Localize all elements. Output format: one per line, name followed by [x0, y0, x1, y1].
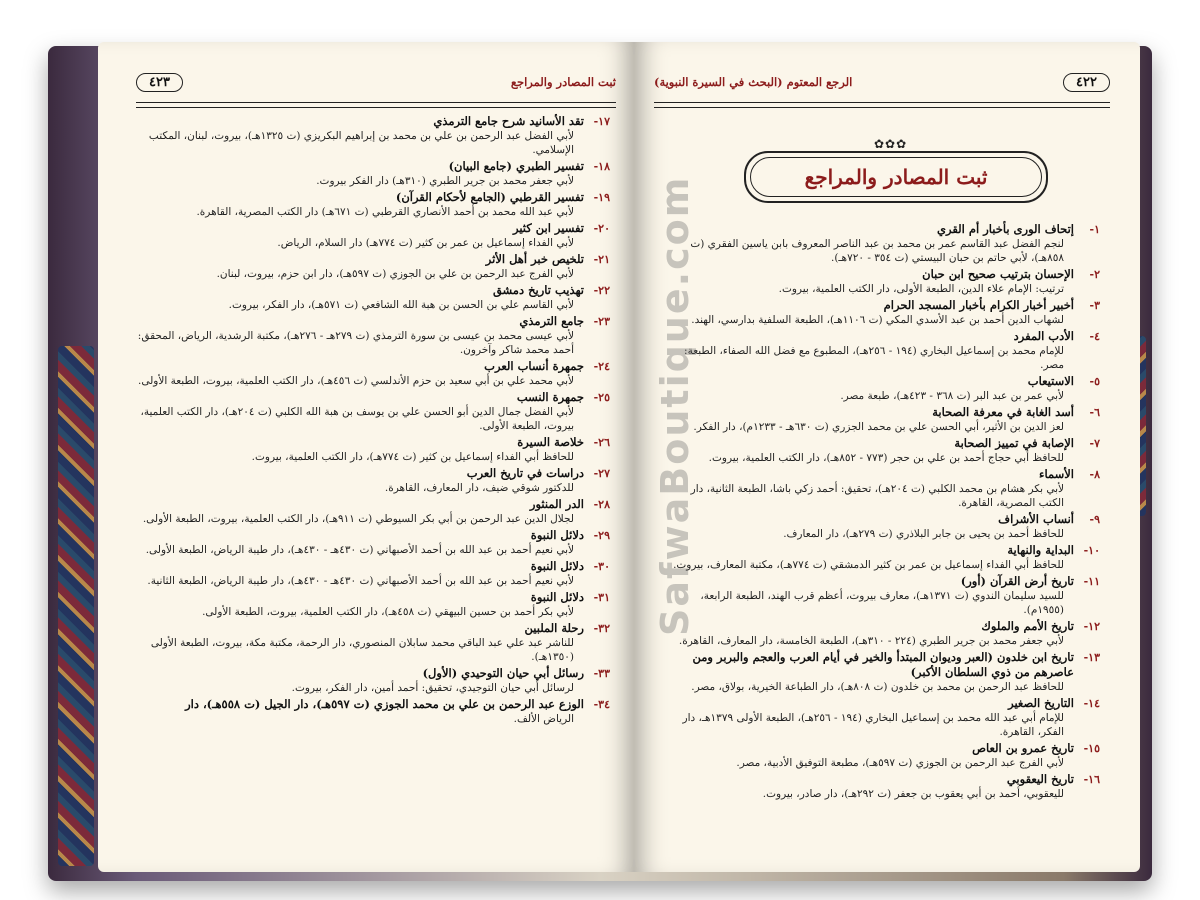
entry-title: تلخيص خبر أهل الأثر	[485, 252, 584, 266]
entry-number: ٢٦-	[593, 436, 610, 449]
entry-title: الدر المنثور	[529, 497, 584, 511]
right-header-title: الرجع المعتوم (البحث في السيرة النبوية)	[654, 75, 853, 89]
entry-number: ٢-	[1089, 268, 1100, 281]
entry-title: الاستيعاب	[1027, 374, 1074, 388]
entry-title: دلائل النبوة	[530, 528, 584, 542]
entry-number: ٣٤-	[593, 698, 610, 711]
entry-number: ١٣-	[1083, 651, 1100, 664]
right-page	[634, 42, 1140, 872]
entry-description: الرياض الألف.	[513, 713, 574, 725]
entry-title: تهذيب تاريخ دمشق	[492, 283, 584, 297]
reference-entry	[662, 574, 1100, 617]
entry-description: لأبي جعفر محمد بن جرير الطبري (٣١٠هـ) دار الفكر بيروت.	[316, 175, 574, 187]
entry-description: لأبي عيسى محمد بن عيسى بن سورة الترمذي (ت ٢٧٩هـ - ٢٧٦هـ)، مكتبة الرشدية، الرياض، المحقق: أحمد محمد شاكر وآخرون.	[137, 330, 574, 356]
reference-entry	[136, 697, 610, 726]
entry-number: ٢٧-	[593, 467, 610, 480]
right-page-number: ٤٢٢	[1063, 73, 1110, 92]
entry-body	[662, 298, 1074, 327]
reference-entry	[662, 512, 1100, 541]
entry-number: ٣٠-	[593, 560, 610, 573]
entry-number: ١-	[1089, 223, 1100, 236]
entry-description: لأبي الفداء إسماعيل بن عمر بن كثير (ت ٧٧٤هـ) دار السلام، الرياض.	[277, 237, 574, 249]
entry-title: خلاصة السيرة	[517, 435, 584, 449]
entry-description: لأبي نعيم أحمد بن عبد الله بن أحمد الأصبهاني (ت ٤٣٠هـ - ٤٣٠هـ)، دار طيبة الرياض، الطبعة الأولى.	[145, 544, 574, 556]
entry-number: ٢٨-	[593, 498, 610, 511]
reference-entry	[662, 267, 1100, 296]
entry-body	[136, 221, 584, 250]
reference-entry	[136, 621, 610, 664]
entry-body	[136, 314, 584, 357]
entry-title: تفسير ابن كثير	[512, 221, 584, 235]
entry-description: لأبي الفضل جمال الدين أبو الحسن علي بن يوسف بن هبة الله الكلبي (ت ٢٠٤هـ)، دار الكتب العلمية، بيروت، الطبعة الأولى.	[140, 406, 574, 432]
entry-number: ١١-	[1083, 575, 1100, 588]
entry-number: ٢٤-	[593, 360, 610, 373]
entry-body	[662, 267, 1074, 296]
entry-description: للحافظ عبد الرحمن بن محمد بن خلدون (ت ٨٠٨هـ)، دار الطباعة الخيرية، بولاق، مصر.	[691, 681, 1064, 693]
entry-title: الإحسان بترتيب صحيح ابن حبان	[922, 267, 1074, 281]
reference-entry	[662, 467, 1100, 510]
ornament-icon: ✿✿✿	[874, 137, 908, 151]
section-heading	[729, 137, 1059, 203]
entry-title: تاريخ الأمم والملوك	[981, 619, 1074, 633]
entry-number: ٣-	[1089, 299, 1100, 312]
cover-pattern-left	[58, 346, 94, 866]
entry-description: للإمام محمد بن إسماعيل البخاري (١٩٤ - ٢٥٦هـ)، المطبوع مع فضل الله الصفاء، الطبعة: مصر.	[684, 345, 1064, 371]
entry-number: ٣٣-	[593, 667, 610, 680]
reference-entry	[662, 543, 1100, 572]
reference-entry	[662, 436, 1100, 465]
entry-body	[662, 543, 1074, 572]
entry-title: تقد الأسانيد شرح جامع الترمذي	[433, 114, 584, 128]
entry-body	[662, 574, 1074, 617]
entry-title: إتحاف الورى بأخبار أم القري	[937, 222, 1074, 236]
entry-title: جمهرة النسب	[516, 390, 584, 404]
entry-title: الإصابة في تمييز الصحابة	[954, 436, 1074, 450]
reference-entry	[136, 252, 610, 281]
entry-number: ٢٩-	[593, 529, 610, 542]
entry-number: ٢١-	[593, 253, 610, 266]
entry-body	[136, 190, 584, 219]
reference-entry	[136, 283, 610, 312]
entry-body	[662, 741, 1074, 770]
entry-number: ٨-	[1089, 468, 1100, 481]
entry-body	[136, 666, 584, 695]
entry-title: دلائل النبوة	[530, 559, 584, 573]
entry-title: رسائل أبي حيان التوحيدي (الأول)	[422, 666, 584, 680]
entry-description: لعز الدين بن الأثير، أبي الحسن علي بن محمد الجزري (ت ٦٣٠هـ - ١٢٣٣م)، دار الفكر.	[693, 421, 1064, 433]
entry-body	[136, 390, 584, 433]
entry-title: الوزع عبد الرحمن بن علي بن محمد الجوزي (ت ٥٩٧هـ)، دار الجيل (ت ٥٥٨هـ)، دار	[185, 697, 584, 711]
reference-entry	[136, 435, 610, 464]
entry-description: لأبي عمر بن عبد البر (ت ٣٦٨ - ٤٢٣هـ)، طبعة مصر.	[840, 390, 1064, 402]
entry-body	[136, 435, 584, 464]
entry-description: لأبي محمد علي بن أبي سعيد بن حزم الأندلسي (ت ٤٥٦هـ)، دار الكتب العلمية، بيروت، الطبعة الأولى.	[137, 375, 574, 387]
reference-entry	[662, 329, 1100, 372]
entry-title: تاريخ أرض القرآن (أور)	[960, 574, 1074, 588]
entry-title: التاريخ الصغير	[1008, 696, 1074, 710]
entry-body	[662, 696, 1074, 739]
reference-entry	[662, 650, 1100, 694]
entry-description: للحافظ أحمد بن يحيى بن جابر البلاذري (ت ٢٧٩هـ)، دار المعارف.	[783, 528, 1064, 540]
entry-body	[662, 329, 1074, 372]
reference-entry	[136, 390, 610, 433]
entry-number: ١٩-	[593, 191, 610, 204]
entry-number: ٢٥-	[593, 391, 610, 404]
entry-description: لجلال الدين عبد الرحمن بن أبي بكر السيوطي (ت ٩١١هـ)، دار الكتب العلمية، بيروت، الطبعة الأولى.	[142, 513, 574, 525]
entry-body	[662, 222, 1074, 265]
reference-entry	[136, 497, 610, 526]
reference-entry	[662, 772, 1100, 801]
reference-entry	[136, 466, 610, 495]
reference-entry	[662, 619, 1100, 648]
left-entries-list	[136, 114, 610, 728]
entry-title: تاريخ اليعقوبي	[1006, 772, 1074, 786]
entry-title: أخبير أخبار الكرام بأخبار المسجد الحرام	[883, 298, 1074, 312]
section-title: ثبت المصادر والمراجع	[804, 165, 988, 189]
entry-body	[662, 772, 1074, 801]
right-page-header	[654, 64, 1110, 100]
entry-description: للحافظ أبي الفداء إسماعيل بن عمر بن كثير الدمشقي (ت ٧٧٤هـ)، مكتبة المعارف، بيروت.	[673, 559, 1064, 571]
entry-number: ١٧-	[593, 115, 610, 128]
left-page-header	[136, 64, 616, 100]
entry-body	[662, 374, 1074, 403]
entry-title: تفسير الطبري (جامع البيان)	[448, 159, 584, 173]
entry-number: ١٤-	[1083, 697, 1100, 710]
entry-number: ٤-	[1089, 330, 1100, 343]
reference-entry	[662, 741, 1100, 770]
entry-title: جمهرة أنساب العرب	[484, 359, 584, 373]
entry-description: لأبي القاسم علي بن الحسن بن هبة الله الشافعي (ت ٥٧١هـ)، دار الفكر، بيروت.	[228, 299, 574, 311]
entry-description: لأبي بكر هشام بن محمد الكلبي (ت ٢٠٤هـ)، تحقيق: أحمد زكي باشا، الطبعة الثانية، دار الكتب المصرية، القاهرة.	[690, 483, 1064, 509]
entry-title: جامع الترمذي	[519, 314, 584, 328]
entry-number: ٢٢-	[593, 284, 610, 297]
entry-body	[662, 467, 1074, 510]
entry-number: ١٦-	[1083, 773, 1100, 786]
entry-description: للإمام أبي عبد الله محمد بن إسماعيل البخاري (١٩٤ - ٢٥٦هـ)، الطبعة الأولى ١٣٧٩هـ، دار الفكر، القاهرة.	[682, 712, 1064, 738]
entry-title: رحلة الملبين	[524, 621, 584, 635]
entry-title: تاريخ ابن خلدون (العبر وديوان المبتدأ والخير في أيام العرب والعجم والبربر ومن عاصرهم من ذوي السلطان الأكبر)	[692, 650, 1074, 679]
entry-description: لأبي جعفر محمد بن جرير الطبري (٢٢٤ - ٣١٠هـ)، الطبعة الخامسة، دار المعارف، القاهرة.	[678, 635, 1064, 647]
entry-description: لأبي الفرج عبد الرحمن بن علي بن الجوزي (ت ٥٩٧هـ)، دار ابن حزم، بيروت، لبنان.	[216, 268, 574, 280]
entry-description: للناشر عبد علي عبد الباقي محمد سابلان المنصوري، دار الرحمة، مكتبة مكة، بيروت، الطبعة الأولى (١٣٥٠هـ).	[150, 637, 574, 663]
entry-body	[136, 252, 584, 281]
entry-description: لأبي بكر أحمد بن حسين البيهقي (ت ٤٥٨هـ)، دار الكتب العلمية، بيروت، الطبعة الأولى.	[202, 606, 574, 618]
reference-entry	[136, 590, 610, 619]
entry-body	[662, 619, 1074, 648]
entry-description: لأبي عبد الله محمد بن أحمد الأنصاري القرطبي (ت ٦٧١هـ) دار الكتب المصرية، القاهرة.	[196, 206, 574, 218]
entry-body	[136, 528, 584, 557]
right-entries-list	[662, 222, 1100, 803]
entry-description: للحافظ أبي الفداء إسماعيل بن كثير (ت ٧٧٤هـ)، دار الكتب العلمية، بيروت.	[251, 451, 574, 463]
entry-body	[662, 650, 1074, 694]
entry-title: أنساب الأشراف	[998, 512, 1074, 526]
entry-description: ترتيب: الإمام علاء الدين، الطبعة الأولى، دار الكتب العلمية، بيروت.	[778, 283, 1064, 295]
entry-number: ١٨-	[593, 160, 610, 173]
entry-body	[136, 559, 584, 588]
left-page	[98, 42, 634, 872]
watermark: SafwaBoutique.com	[653, 175, 697, 636]
entry-number: ١٠-	[1083, 544, 1100, 557]
entry-description: لشهاب الدين أحمد بن عبد الأسدي المكي (ت ١١٠٦هـ)، الطبعة السلفية بدارسي، الهند.	[691, 314, 1064, 326]
entry-title: تاريخ عمرو بن العاص	[972, 741, 1074, 755]
entry-description: لرسائل أبي حيان التوجيدي، تحقيق: أحمد أمين، دار الفكر، بيروت.	[291, 682, 574, 694]
reference-entry	[136, 221, 610, 250]
reference-entry	[662, 374, 1100, 403]
reference-entry	[662, 405, 1100, 434]
reference-entry	[136, 114, 610, 157]
entry-description: لنجم الفضل عبد القاسم عمر بن محمد بن عبد الناصر المعروف بابن ياسين الفقري (ت ٨٥٨هـ)، لأبي حاتم بن حبان البيستي (ت ٣٥٤ - ٧٢٠هـ).	[690, 238, 1064, 264]
entry-number: ٧-	[1089, 437, 1100, 450]
entry-description: لأبي نعيم أحمد بن عبد الله بن أحمد الأصبهاني (ت ٤٣٠هـ - ٤٣٠هـ)، دار طيبة الرياض، الطبعة الثانية.	[147, 575, 574, 587]
left-header-rule	[136, 102, 616, 108]
entry-description: للدكتور شوقي ضيف، دار المعارف، القاهرة.	[384, 482, 574, 494]
entry-body	[662, 436, 1074, 465]
entry-number: ٣٢-	[593, 622, 610, 635]
entry-title: تفسير القرطبي (الجامع لأحكام القرآن)	[395, 190, 584, 204]
entry-body	[136, 621, 584, 664]
entry-number: ٣١-	[593, 591, 610, 604]
entry-body	[136, 283, 584, 312]
reference-entry	[136, 359, 610, 388]
entry-body	[136, 359, 584, 388]
reference-entry	[136, 314, 610, 357]
left-header-title: ثبت المصادر والمراجع	[510, 75, 616, 89]
entry-description: للسيد سليمان الندوي (ت ١٣٧١هـ)، معارف بيروت، أعظم قرب الهند، الطبعة الرابعة، (١٩٥٥م).	[700, 590, 1064, 616]
entry-title: البداية والنهاية	[1007, 543, 1074, 557]
entry-number: ٢٣-	[593, 315, 610, 328]
reference-entry	[662, 696, 1100, 739]
reference-entry	[662, 222, 1100, 265]
entry-body	[136, 466, 584, 495]
entry-description: لأبي الفرج عبد الرحمن بن الجوزي (ت ٥٩٧هـ)، مطبعة التوفيق الأدبية، مصر.	[736, 757, 1064, 769]
entry-description: للحافظ أبي حجاج أحمد بن علي بن حجر (٧٧٣ - ٨٥٢هـ)، دار الكتب العلمية، بيروت.	[708, 452, 1064, 464]
entry-body	[136, 159, 584, 188]
entry-title: دراسات في تاريخ العرب	[466, 466, 584, 480]
entry-title: الأدب المفرد	[1013, 329, 1074, 343]
entry-number: ١٢-	[1083, 620, 1100, 633]
entry-number: ٢٠-	[593, 222, 610, 235]
entry-number: ٦-	[1089, 406, 1100, 419]
reference-entry	[136, 559, 610, 588]
reference-entry	[136, 159, 610, 188]
reference-entry	[136, 528, 610, 557]
entry-title: أسد الغابة في معرفة الصحابة	[932, 405, 1074, 419]
entry-body	[136, 497, 584, 526]
entry-body	[136, 590, 584, 619]
entry-body	[662, 405, 1074, 434]
entry-number: ١٥-	[1083, 742, 1100, 755]
left-page-number: ٤٢٣	[136, 73, 183, 92]
entry-title: الأسماء	[1039, 467, 1074, 481]
entry-description: لليعقوبي، أحمد بن أبي يعقوب بن جعفر (ت ٢٩٢هـ)، دار صادر، بيروت.	[762, 788, 1064, 800]
entry-number: ٩-	[1089, 513, 1100, 526]
section-title-frame	[744, 151, 1048, 203]
reference-entry	[136, 190, 610, 219]
entry-body	[136, 697, 584, 726]
reference-entry	[662, 298, 1100, 327]
entry-body	[136, 114, 584, 157]
entry-title: دلائل النبوة	[530, 590, 584, 604]
open-book	[48, 36, 1152, 886]
entry-body	[662, 512, 1074, 541]
right-header-rule	[654, 102, 1110, 108]
reference-entry	[136, 666, 610, 695]
entry-description: لأبي الفضل عبد الرحمن بن علي بن محمد بن إبراهيم البكريزي (ت ١٣٢٥هـ)، بيروت، لبنان، المكتب الإسلامي.	[148, 130, 574, 156]
entry-number: ٥-	[1089, 375, 1100, 388]
